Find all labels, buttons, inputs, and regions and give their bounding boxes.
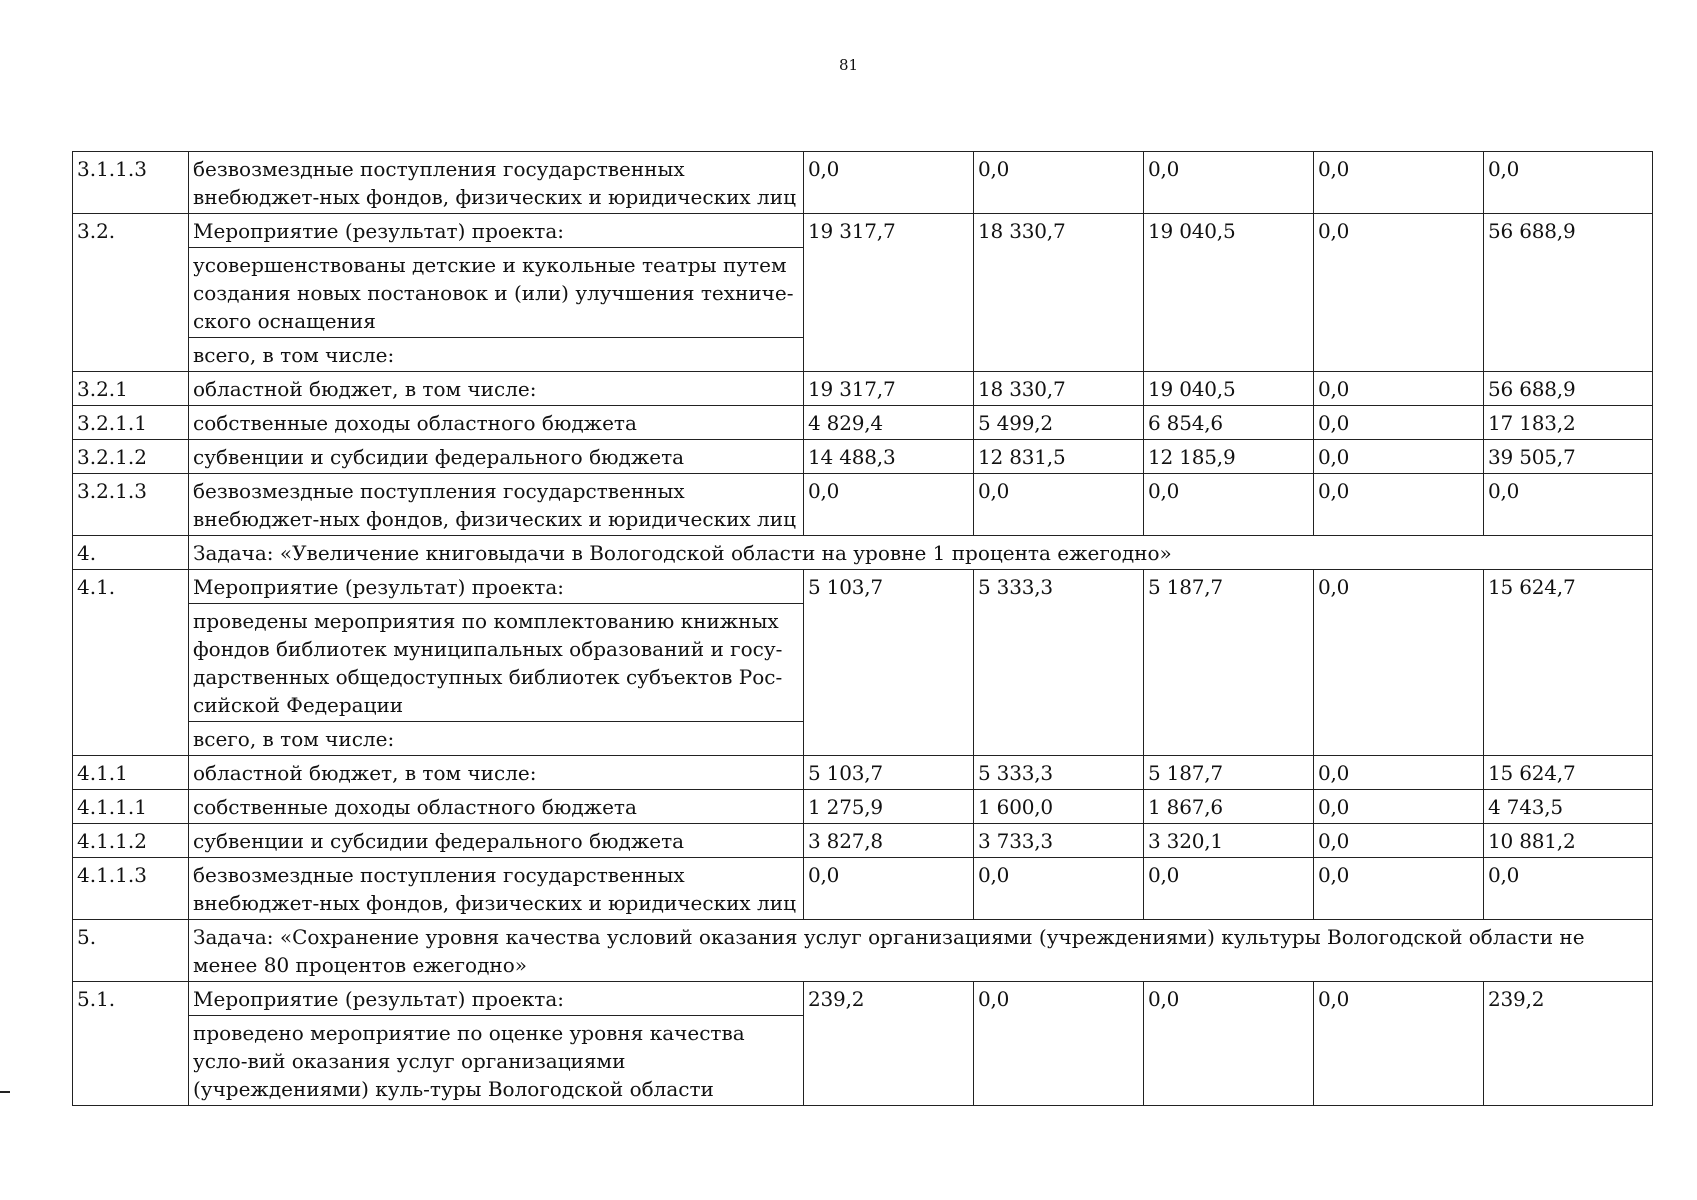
event-text: проведено мероприятие по оценке уровня качества усло-вий оказания услуг организациями (учреждениями) куль-туры Вологодской области xyxy=(189,1016,804,1106)
value-cell: 56 688,9 xyxy=(1484,214,1653,372)
value-cell: 0,0 xyxy=(974,982,1144,1106)
value-cell: 14 488,3 xyxy=(804,440,974,474)
value-cell: 0,0 xyxy=(1314,406,1484,440)
value-cell: 0,0 xyxy=(1144,858,1314,920)
value-cell: 0,0 xyxy=(1314,214,1484,372)
value-cell: 12 831,5 xyxy=(974,440,1144,474)
event-total: всего, в том числе: xyxy=(189,338,804,372)
row-code: 4.1.1.1 xyxy=(73,790,189,824)
value-cell: 5 499,2 xyxy=(974,406,1144,440)
margin-mark xyxy=(0,1091,10,1093)
value-cell: 0,0 xyxy=(1314,756,1484,790)
table-row xyxy=(73,858,1653,920)
task-row xyxy=(73,536,1653,570)
row-description: безвозмездные поступления государственных внебюджет-ных фондов, физических и юридических лиц xyxy=(189,858,804,920)
row-description: собственные доходы областного бюджета xyxy=(189,406,804,440)
value-cell: 239,2 xyxy=(804,982,974,1106)
row-code: 3.2.1 xyxy=(73,372,189,406)
row-code: 3.2. xyxy=(73,214,189,372)
value-cell: 5 333,3 xyxy=(974,570,1144,756)
value-cell: 0,0 xyxy=(974,474,1144,536)
table-row xyxy=(73,474,1653,536)
value-cell: 39 505,7 xyxy=(1484,440,1653,474)
value-cell: 0,0 xyxy=(1314,858,1484,920)
table-row xyxy=(73,152,1653,214)
budget-table-body xyxy=(73,152,1653,1106)
value-cell: 18 330,7 xyxy=(974,372,1144,406)
event-row xyxy=(73,982,1653,1016)
value-cell: 0,0 xyxy=(1144,152,1314,214)
row-code: 5.1. xyxy=(73,982,189,1106)
value-cell: 4 829,4 xyxy=(804,406,974,440)
value-cell: 1 275,9 xyxy=(804,790,974,824)
row-code: 4.1.1 xyxy=(73,756,189,790)
row-description: субвенции и субсидии федерального бюджета xyxy=(189,440,804,474)
value-cell: 3 733,3 xyxy=(974,824,1144,858)
budget-table xyxy=(72,151,1653,1106)
row-code: 3.1.1.3 xyxy=(73,152,189,214)
row-description: областной бюджет, в том числе: xyxy=(189,756,804,790)
value-cell: 0,0 xyxy=(974,858,1144,920)
event-row xyxy=(73,570,1653,604)
value-cell: 0,0 xyxy=(1314,372,1484,406)
value-cell: 19 317,7 xyxy=(804,214,974,372)
value-cell: 5 187,7 xyxy=(1144,756,1314,790)
value-cell: 0,0 xyxy=(1314,790,1484,824)
table-row xyxy=(73,790,1653,824)
row-description: субвенции и субсидии федерального бюджета xyxy=(189,824,804,858)
value-cell: 0,0 xyxy=(1314,982,1484,1106)
value-cell: 17 183,2 xyxy=(1484,406,1653,440)
value-cell: 0,0 xyxy=(1484,152,1653,214)
value-cell: 3 827,8 xyxy=(804,824,974,858)
value-cell: 19 040,5 xyxy=(1144,214,1314,372)
task-row xyxy=(73,920,1653,982)
task-text: Задача: «Увеличение книговыдачи в Вологодской области на уровне 1 процента ежегодно» xyxy=(189,536,1653,570)
value-cell: 4 743,5 xyxy=(1484,790,1653,824)
row-description: собственные доходы областного бюджета xyxy=(189,790,804,824)
value-cell: 0,0 xyxy=(1314,440,1484,474)
value-cell: 19 040,5 xyxy=(1144,372,1314,406)
value-cell: 0,0 xyxy=(1314,474,1484,536)
value-cell: 10 881,2 xyxy=(1484,824,1653,858)
value-cell: 0,0 xyxy=(804,474,974,536)
row-description: безвозмездные поступления государственных внебюджет-ных фондов, физических и юридических лиц xyxy=(189,474,804,536)
value-cell: 19 317,7 xyxy=(804,372,974,406)
row-code: 3.2.1.3 xyxy=(73,474,189,536)
value-cell: 0,0 xyxy=(1314,824,1484,858)
value-cell: 15 624,7 xyxy=(1484,570,1653,756)
value-cell: 5 187,7 xyxy=(1144,570,1314,756)
value-cell: 6 854,6 xyxy=(1144,406,1314,440)
event-title: Мероприятие (результат) проекта: xyxy=(189,570,804,604)
event-total: всего, в том числе: xyxy=(189,722,804,756)
row-code: 3.2.1.1 xyxy=(73,406,189,440)
row-description: областной бюджет, в том числе: xyxy=(189,372,804,406)
value-cell: 1 600,0 xyxy=(974,790,1144,824)
task-text: Задача: «Сохранение уровня качества условий оказания услуг организациями (учреждениями) культуры Вологодской области не менее 80 процентов ежегодно» xyxy=(189,920,1653,982)
value-cell: 1 867,6 xyxy=(1144,790,1314,824)
page-number: 81 xyxy=(838,56,859,74)
value-cell: 0,0 xyxy=(804,858,974,920)
row-description: безвозмездные поступления государственных внебюджет-ных фондов, физических и юридических лиц xyxy=(189,152,804,214)
table-row xyxy=(73,440,1653,474)
value-cell: 239,2 xyxy=(1484,982,1653,1106)
event-text: усовершенствованы детские и кукольные театры путем создания новых постановок и (или) улучшения техниче-ского оснащения xyxy=(189,248,804,338)
table-row xyxy=(73,756,1653,790)
value-cell: 0,0 xyxy=(1144,982,1314,1106)
table-row xyxy=(73,406,1653,440)
value-cell: 0,0 xyxy=(1314,152,1484,214)
value-cell: 3 320,1 xyxy=(1144,824,1314,858)
row-code: 4.1.1.3 xyxy=(73,858,189,920)
event-text: проведены мероприятия по комплектованию книжных фондов библиотек муниципальных образований и госу-дарственных общедоступных библиотек субъектов Рос-сийской Федерации xyxy=(189,604,804,722)
value-cell: 0,0 xyxy=(1484,474,1653,536)
row-code: 3.2.1.2 xyxy=(73,440,189,474)
event-title: Мероприятие (результат) проекта: xyxy=(189,982,804,1016)
value-cell: 15 624,7 xyxy=(1484,756,1653,790)
row-code: 4.1. xyxy=(73,570,189,756)
value-cell: 0,0 xyxy=(974,152,1144,214)
value-cell: 5 333,3 xyxy=(974,756,1144,790)
value-cell: 18 330,7 xyxy=(974,214,1144,372)
table-row xyxy=(73,824,1653,858)
value-cell: 12 185,9 xyxy=(1144,440,1314,474)
row-code: 4.1.1.2 xyxy=(73,824,189,858)
value-cell: 5 103,7 xyxy=(804,756,974,790)
event-title: Мероприятие (результат) проекта: xyxy=(189,214,804,248)
row-code: 4. xyxy=(73,536,189,570)
value-cell: 0,0 xyxy=(1484,858,1653,920)
value-cell: 0,0 xyxy=(804,152,974,214)
value-cell: 56 688,9 xyxy=(1484,372,1653,406)
value-cell: 5 103,7 xyxy=(804,570,974,756)
table-row xyxy=(73,372,1653,406)
value-cell: 0,0 xyxy=(1314,570,1484,756)
row-code: 5. xyxy=(73,920,189,982)
event-row xyxy=(73,214,1653,248)
value-cell: 0,0 xyxy=(1144,474,1314,536)
